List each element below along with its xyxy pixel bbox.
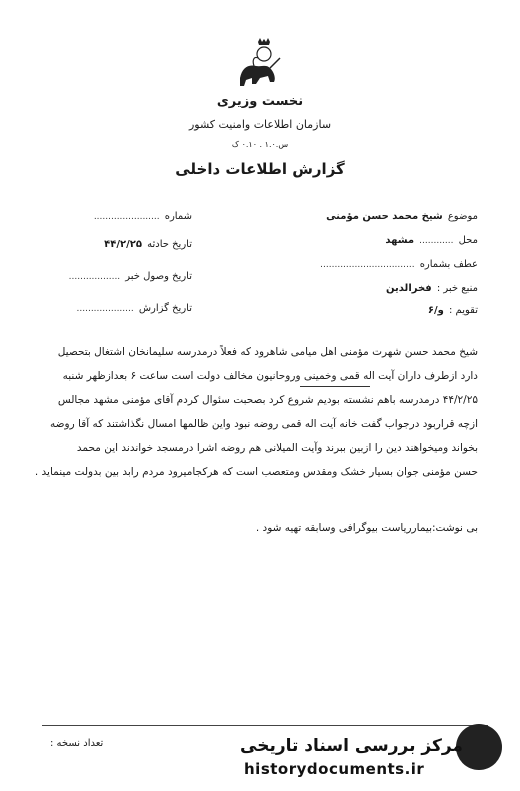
body-line: ازچه قراربود درجواب گفت خانه آیت اله قمی روضه نبود واین ظالمها امسال نگذاشتند که آقا روضه <box>49 418 478 430</box>
report-date-label: تاریخ گزارش <box>138 303 192 314</box>
place-label: محل <box>458 235 478 246</box>
subject-field <box>326 204 478 223</box>
report-type-heading: گزارش اطلاعات داخلی <box>175 160 345 178</box>
document-title: نخست وزیری <box>216 94 304 109</box>
body-line: حسن مؤمنی جوان بسیار خشک ومقدس ومتعصب است که هرکجامیرود مردم رابد بین بدولت مینماید . <box>34 466 478 478</box>
body-line: بخواند ومیخواهند دین را ازبین ببرند وآیت المیلانی هم روضه اشرا درمسجد خواندند این محمد <box>76 442 478 454</box>
place-value: مشهد <box>385 235 415 246</box>
footer-divider <box>42 725 488 726</box>
rating-label: تقویم : <box>449 305 478 316</box>
receipt-date-field <box>42 264 192 283</box>
receipt-date-dots: .................. <box>68 272 121 282</box>
report-date-dots: .................... <box>76 304 134 314</box>
rating-field <box>428 298 478 317</box>
source-value: فخرالدین <box>386 283 432 294</box>
number-label: شماره <box>164 211 192 222</box>
watermark-domain: historydocuments.ir <box>244 760 425 778</box>
place-field <box>385 228 478 247</box>
number-dots: ....................... <box>93 212 160 222</box>
reference-field <box>320 252 478 271</box>
subject-value: شیخ محمد حسن مؤمنی <box>326 211 443 222</box>
body-line: ۴۴/۲/۲۵ درمدرسه باهم نشسته بودیم شروع کرد بصحبت سئوال کردم آقای مؤمنی مشهد مجالس <box>57 394 478 406</box>
subject-label: موضوع <box>447 211 478 222</box>
postscript-note: بی نوشت:بیمارریاست بیوگرافی وسابقه تهیه شود . <box>255 522 478 534</box>
event-date-field <box>42 232 192 251</box>
source-field <box>386 276 478 295</box>
underline-mark <box>300 386 370 387</box>
body-line: شیخ محمد حسن شهرت مؤمنی اهل میامی شاهرود که فعلاً درمدرسه سلیمانخان اشتغال بتحصیل <box>57 346 478 358</box>
event-date-value: ۴۴/۲/۲۵ <box>104 239 142 250</box>
report-date-field <box>42 296 192 315</box>
event-date-label: تاریخ حادثه <box>147 239 192 250</box>
organization-name: سازمان اطلاعات وامنیت کشور <box>188 118 332 131</box>
copies-count-label: تعداد نسخه : <box>50 738 104 749</box>
number-field <box>42 204 192 223</box>
rating-value: و/۶ <box>427 305 444 316</box>
receipt-date-label: تاریخ وصول خبر <box>125 271 192 282</box>
document-code: س.۱.۰ . ۰.۱۰ ک <box>231 140 289 149</box>
lion-and-sun-emblem-icon <box>234 38 282 90</box>
reference-dots: ................................. <box>320 260 415 270</box>
source-label: منبع خبر : <box>436 283 478 294</box>
watermark-name: مرکز بررسی اسناد تاریخی <box>240 736 463 756</box>
place-dots: ............ <box>419 236 454 246</box>
reference-label: عطف بشماره <box>419 259 478 270</box>
body-line: دارد ازطرف داران آیت اله قمی وخمینی وروحانیون مخالف دولت است ساعت ۶ بعدازظهر شنبه <box>62 370 478 382</box>
